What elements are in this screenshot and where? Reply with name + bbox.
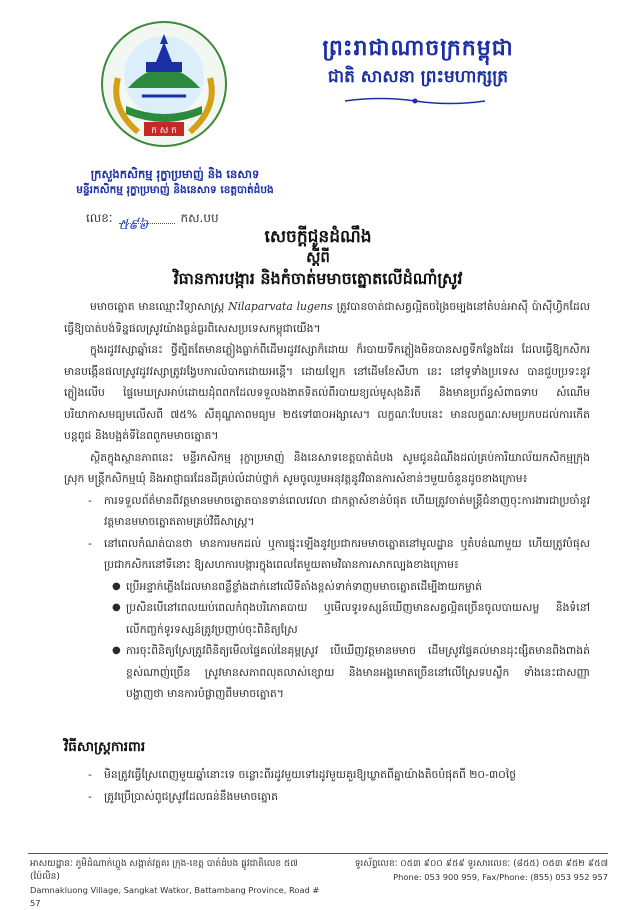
bullet-icon: ● <box>112 602 121 613</box>
dash-marker: - <box>88 790 92 803</box>
phone-english: Phone: 053 900 959, Fax/Phone: (855) 053 952 957 <box>393 872 608 882</box>
notice-title: សេចក្តីជូនដំណឹង <box>264 227 372 247</box>
bullet-text: ប្រើអន្ទាក់ភ្លើងដែលមានពន្លឺខ្លាំងដាក់នៅលើទីតាំងខ្ពស់ទាក់ទាញមមាចត្នោតដើម្បីងាយកម្ចាត់ <box>126 579 482 593</box>
bullet-item <box>64 640 590 705</box>
list-item <box>64 786 590 808</box>
paragraph-intro <box>64 296 590 339</box>
paragraph-weather: ក្នុងរដូវវស្សាឆ្នាំនេះ ថ្វីត្បិតតែមានភ្លៀងធ្លាក់ពីដើមរដូវវស្សាក៏ដោយ ក៏របាយទឹកភ្លៀងមិនបានសព្វទីកន្លែងដែរ ដែលធ្វើឱ្យកសិករមានបង្កើនផលស្រូវដូវវស្សាត្រូវរង្វែបការលំបាកដោយអន្តើ។ ដោយឡែក នៅដើមខែសីហា នេះ នៅទូទាំងប្រទេស បានជួបប្រទះនូវភ្លៀងលើប ផ្ទៃមេឃស្រអាប់ដោយដុំពពកដែលទទួលងងាតទិតល់ពីរបាយខ្យល់មូសុងនិរតី និងមានប្រព័ន្ធសំពាធទាប សំណើមបរិយាកាសមធ្យមលើសពី ៧៥% សីតុណ្ហភាពមធ្យម ២៥ទៅ៣០អង្សាសេ។ លក្ខណៈបែបនេះ មានលក្ខណៈសមប្រកបដល់ការកើត បន្តពូជ និងបង្អត់ទីនៃពពួកមមាចត្នោត។ <box>64 343 590 442</box>
kingdom-title: ព្រះរាជាណាចក្រកម្ពុជា <box>322 36 514 61</box>
logo-band-text: ក ស ក <box>151 126 177 136</box>
species-name: Nilaparvata lugens <box>228 300 333 313</box>
prevention-list <box>64 764 590 808</box>
bullet-icon: ● <box>112 645 121 656</box>
paragraph-intro-end: ត្រូវបានចាត់ជាសត្វល្អិតចង្រៃចម្បងនៅតំបន់អាស៊ី ប៉ាស៊ីហ្វិកដែលធ្វើឱ្យបាត់បង់ទិន្នផលស្រូវយ៉ាងធ្ងន់ធ្ងរពិសេសប្រទេសកម្ពុជាយើង។ <box>64 300 591 335</box>
list-item <box>64 533 590 576</box>
paragraph-intro-start: មមាចត្នោត មានឈ្មោះវិទ្យាសាស្ត្រ <box>90 300 225 313</box>
list-item-text: មិនត្រូវធ្វើស្រែពេញមួយឆ្នាំនោះទេ ចន្លោះពីរដូវមួយទៅរដូវមួយគួរឱ្យឃ្លាតពីគ្នាយ៉ាងតិចបំផុតពី ២០-៣០ថ្ងៃ <box>104 768 517 781</box>
list-item-text: នៅពេលកំណត់បានថា មានការមកដល់ ឬការផ្ទុះឡើងនូវប្រជាករមមាចត្នោតនៅមូលដ្ឋាន ឬតំបន់ណាមួយ ហើយត្រូវបំផុសប្រជាកសិករនៅទីនោះ ឱ្យសហការបង្ការក្នុងពេលតែមួយតាមវិធានការសាកល្បងខាងក្រោម៖ <box>104 536 590 571</box>
prevention-heading: វិធីសាស្ត្រការពារ <box>64 739 146 755</box>
notice-body <box>64 296 590 705</box>
list-item <box>64 764 590 786</box>
reference-suffix: កស.បប <box>180 211 219 225</box>
footer-address <box>30 858 330 910</box>
dash-marker: - <box>88 536 92 550</box>
list-item-text: ការទទួលព័ត៌មានពីវត្តមានមមាចត្នោតបានទាន់ពេលវេលា ជាកត្តាសំខាន់បំផុត ហើយត្រូវចាត់មន្ត្រីជំនាញចុះការងារជាប្រចាំនូវវត្តមានមមាចត្នោតតាមគ្រប់វិធីសាស្ត្រ។ <box>104 493 590 528</box>
address-khmer: អាសយដ្ឋានៈ ភូមិដំណាក់ហ្លួង សង្កាត់វត្តគរ ក្រុង-ខេត្ត បាត់ដំបង ផ្លូវជាតិលេខ ៥៧ (ប៉ៃលិន) <box>30 859 298 882</box>
dash-marker: - <box>88 768 92 781</box>
bullet-text: ការចុះពិនិត្យស្រែត្រូវពិនិត្យមើលផ្ទៃគល់នៃគុម្ពស្រូវ បើឃើញវត្តមានមមាច ដើមស្រូវផ្ទៃគល់មានដុះផ្សិតមានពិងពាងត់ខ្ពស់ណាញ់ច្រើន ស្រូវមានសភាពលុតលាស់ខ្សោយ និងមានអង្គមោតច្រើននៅលើស្រែទបស្លឹក ទាំងនេះជាសញ្ញាបង្ហាញថា មានការបំផ្លាញពីមមាចត្នោត។ <box>126 644 590 700</box>
motto-ornament <box>340 96 490 106</box>
list-item <box>64 490 590 533</box>
paragraph-measures-intro: ស្ថិតក្នុងស្ថានភាពនេះ មន្ទីរកសិកម្ម រុក្ខាប្រមាញ់ និងនេសាទខេត្តបាត់ដំបង សូមជូនដំណឹងដល់គ្រប់ការិយាល័យកសិកម្មក្រុង ស្រុក មន្ត្រីកសិកម្មឃុំ និងអាជ្ញាធរដែនដីគ្រប់លំដាប់ថ្នាក់ សូមចូលរួមអនុវត្តនូវវិធានការសំខាន់ៗមួយចំនួនដូចខាងក្រោម៖ <box>64 450 590 485</box>
footer-divider <box>28 853 608 854</box>
address-english: Damnakluong Village, Sangkat Watkor, Battambang Province, Road # 57 <box>30 885 320 908</box>
bullet-item <box>64 597 590 640</box>
ministry-logo <box>98 18 230 150</box>
list-item-text: ត្រូវប្រើប្រាស់ពូជស្រូវដែលធន់នឹងមមាចត្នោត <box>104 790 278 803</box>
phone-khmer: ទូរស័ព្ទលេខៈ ០៥៣ ៩០០ ៩៥៩ ទូរសារលេខៈ (៨៥៥) ០៥៣ ៩៥២ ៩៥៧ <box>354 859 608 869</box>
dash-marker: - <box>88 493 92 507</box>
reference-number: ៥៩៦ <box>118 216 149 233</box>
notice-about: ស្តីពី <box>306 248 330 266</box>
national-motto: ជាតិ សាសនា ព្រះមហាក្សត្រ <box>327 67 509 87</box>
notice-subject: វិធានការបង្ការ និងកំចាត់មមាចត្នោតលើដំណាំស្រូវ <box>173 269 463 288</box>
department-name: មន្ទីរកសិកម្ម រុក្ខាប្រមាញ់ និងនេសាទ ខេត្តបាត់ដំបង <box>76 184 274 196</box>
bullet-text: ប្រសិនបើនៅពេលយប់ពេលកំពុងបរិភោគបាយ ឬមើលទូរទស្សន៍ឃើញមានសត្វល្អិតច្រើនចូលបាយសម្ល និងទំនៅលើកញ្ចក់ទូរទស្សន៍ត្រូវប្រញាប់ចុះពិនិត្យស្រែ <box>126 601 590 636</box>
bullet-item <box>64 576 590 598</box>
ministry-name: ក្រសួងកសិកម្ម រុក្ខាប្រមាញ់ និង នេសាទ <box>90 167 260 181</box>
footer-contact <box>346 858 608 884</box>
reference-dotted-line <box>118 215 175 233</box>
bullet-icon: ● <box>112 580 121 592</box>
reference-label: លេខៈ <box>86 211 113 225</box>
